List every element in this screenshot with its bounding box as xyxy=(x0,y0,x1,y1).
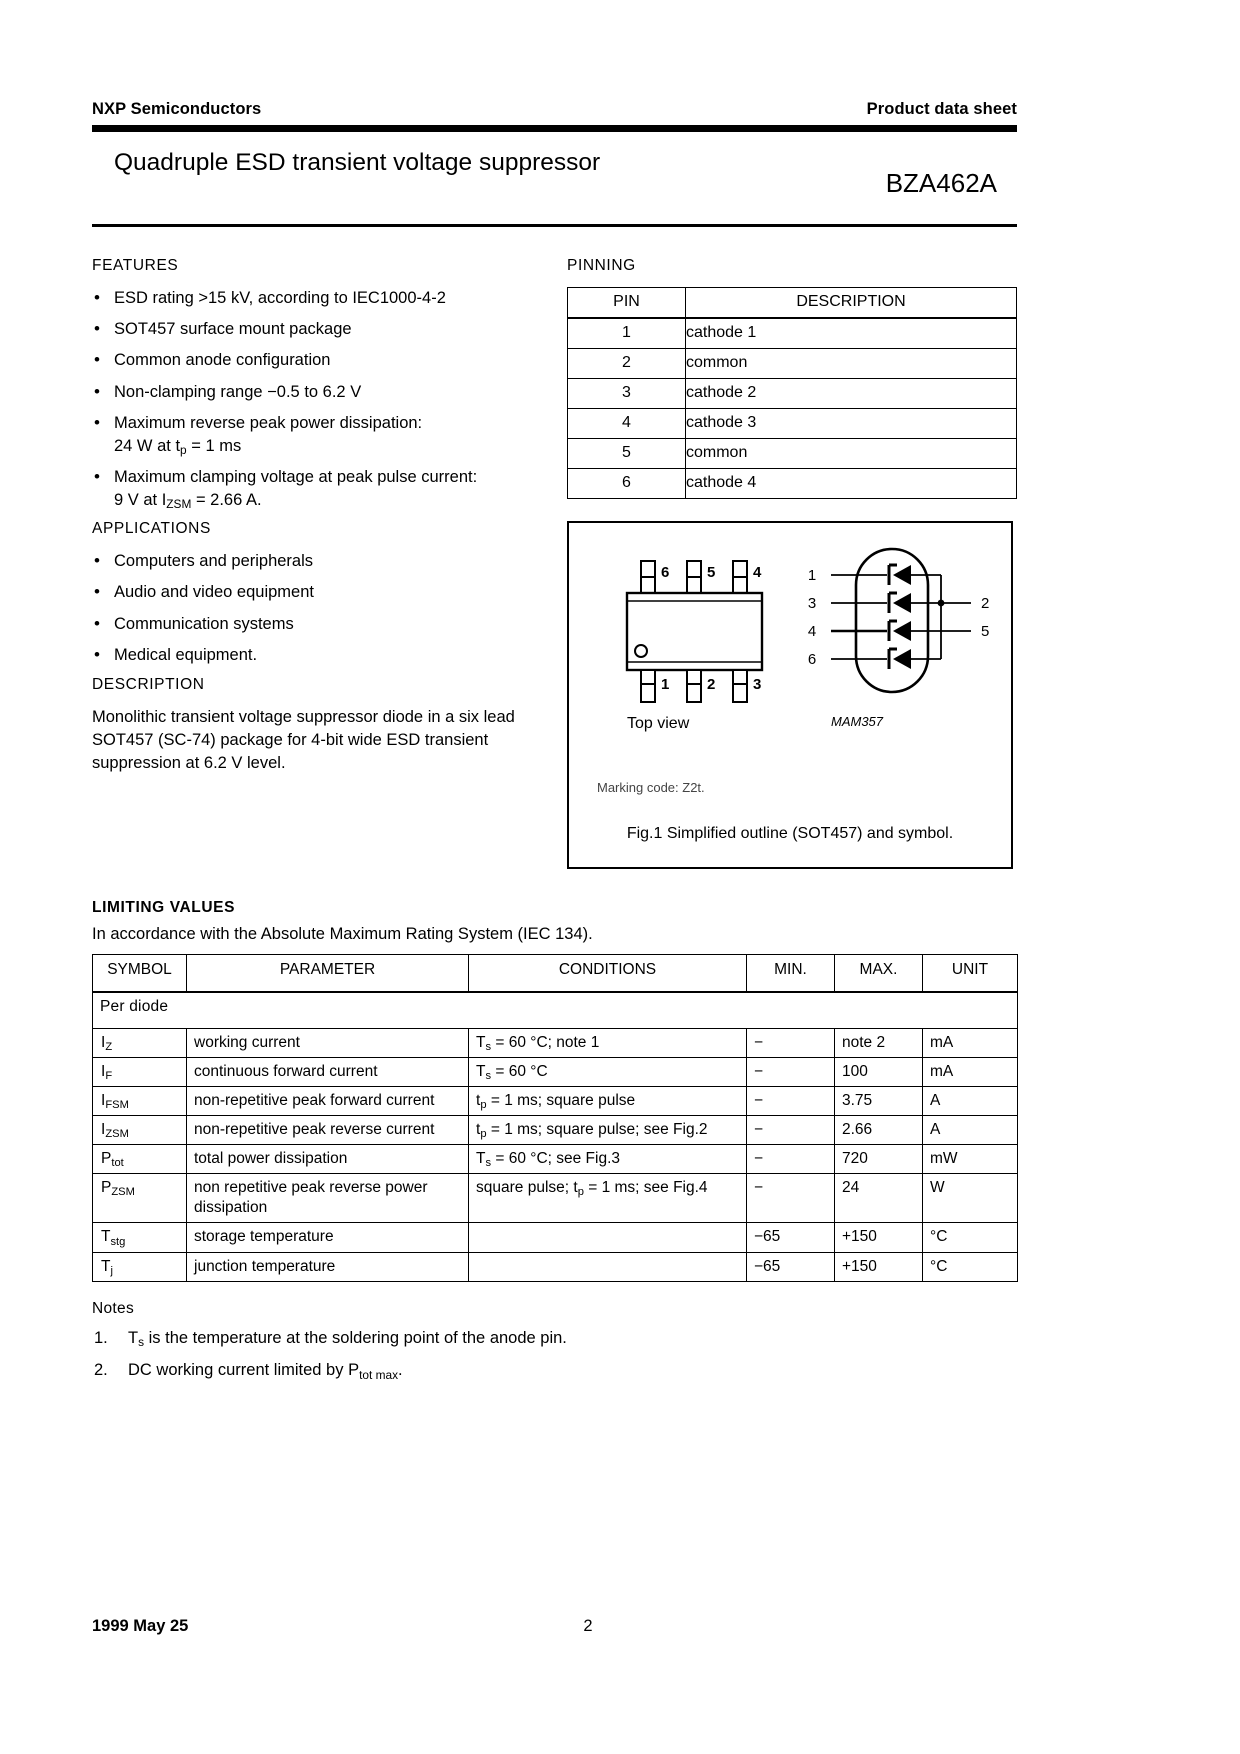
pin-label-6: 6 xyxy=(661,563,670,581)
description-heading: DESCRIPTION xyxy=(92,675,205,693)
pin-number: 2 xyxy=(568,348,686,378)
cond-post: = 60 °C xyxy=(491,1062,548,1080)
row-conditions xyxy=(469,1145,747,1174)
group-label: Per diode xyxy=(93,992,1018,1029)
symbol-base: I xyxy=(101,1091,106,1109)
list-item: • Computers and peripherals xyxy=(92,550,567,572)
feature-line-1: Maximum reverse peak power dissipation: xyxy=(114,414,423,433)
cond-subscript: s xyxy=(485,1157,492,1170)
column-header-min: MIN. xyxy=(747,954,835,992)
document-type: Product data sheet xyxy=(866,100,1017,118)
row-parameter: continuous forward current xyxy=(187,1057,469,1086)
symbol-left-leads xyxy=(831,575,887,659)
cond-post: = 60 °C; see Fig.3 xyxy=(491,1150,621,1168)
row-parameter: non-repetitive peak reverse current xyxy=(187,1115,469,1144)
header-rule-thick xyxy=(92,125,1017,132)
cond-pre: T xyxy=(476,1033,486,1051)
symbol-pin-label-6: 6 xyxy=(807,650,817,668)
pinning-heading: PINNING xyxy=(567,256,636,274)
row-max: +150 xyxy=(835,1252,923,1281)
table-row xyxy=(93,1028,1018,1057)
column-header-symbol: SYMBOL xyxy=(93,954,187,992)
row-conditions xyxy=(469,1057,747,1086)
row-max: 2.66 xyxy=(835,1115,923,1144)
applications-heading: APPLICATIONS xyxy=(92,520,211,537)
pin-description: cathode 3 xyxy=(686,408,1017,438)
applications-list xyxy=(92,550,567,667)
row-parameter: storage temperature xyxy=(187,1223,469,1252)
row-max: 3.75 xyxy=(835,1086,923,1115)
cond-subscript: p xyxy=(480,1128,487,1141)
page-footer xyxy=(92,1617,1148,1636)
pin-1-marker-dot xyxy=(635,645,647,657)
list-item xyxy=(92,466,567,511)
footer-date: 1999 May 25 xyxy=(92,1617,189,1635)
title-row xyxy=(92,146,1017,218)
list-item: • Communication systems xyxy=(92,613,567,635)
pin-number: 5 xyxy=(568,438,686,468)
pin-number: 4 xyxy=(568,408,686,438)
symbol-subscript: ZSM xyxy=(105,1128,129,1141)
table-row xyxy=(93,1252,1018,1281)
pin-number: 6 xyxy=(568,468,686,498)
table-row xyxy=(93,1223,1018,1252)
left-column xyxy=(92,257,567,869)
note-number: 2. xyxy=(94,1361,108,1380)
row-symbol xyxy=(93,1028,187,1057)
row-min: − xyxy=(747,1086,835,1115)
package-body xyxy=(627,593,762,670)
table-row xyxy=(568,408,1017,438)
pin-label-3: 3 xyxy=(753,675,762,693)
row-symbol xyxy=(93,1223,187,1252)
feature-line-2-post: = 2.66 A. xyxy=(191,490,262,509)
symbol-pin-labels xyxy=(808,567,990,668)
cond-subscript: p xyxy=(577,1186,584,1199)
note-post: . xyxy=(398,1361,403,1380)
row-parameter: total power dissipation xyxy=(187,1145,469,1174)
limiting-values-table xyxy=(92,954,1018,1282)
symbol-pin-label-5: 5 xyxy=(981,622,990,640)
symbol-base: I xyxy=(101,1033,106,1051)
feature-line-2-pre: 24 W at t xyxy=(114,436,181,455)
list-item: • Non-clamping range −0.5 to 6.2 V xyxy=(92,381,567,403)
row-parameter: non repetitive peak reverse power dissipation xyxy=(187,1174,469,1223)
note-pre: T xyxy=(128,1328,139,1347)
row-min: −65 xyxy=(747,1252,835,1281)
page-title: Quadruple ESD transient voltage suppressor xyxy=(114,149,601,176)
features-list xyxy=(92,287,567,512)
cond-post: = 1 ms; square pulse; see Fig.2 xyxy=(486,1120,708,1138)
limiting-values-heading: LIMITING VALUES xyxy=(92,898,236,916)
row-conditions xyxy=(469,1252,747,1281)
table-row xyxy=(568,318,1017,349)
row-conditions xyxy=(469,1223,747,1252)
cond-pre: t xyxy=(476,1091,481,1109)
row-unit: mA xyxy=(923,1057,1018,1086)
cond-pre: t xyxy=(476,1120,481,1138)
figure-1-graphic xyxy=(569,523,1011,753)
pin-number: 1 xyxy=(568,318,686,349)
symbol-base: P xyxy=(101,1150,112,1168)
row-parameter: non-repetitive peak forward current xyxy=(187,1086,469,1115)
pin-label-2: 2 xyxy=(707,675,716,693)
symbol-base: T xyxy=(101,1257,111,1275)
limiting-values-subheading: In accordance with the Absolute Maximum Rating System (IEC 134). xyxy=(92,924,593,943)
symbol-subscript: Z xyxy=(105,1040,113,1053)
list-item: • Medical equipment. xyxy=(92,644,567,666)
feature-line-2-pre: 9 V at I xyxy=(114,490,167,509)
symbol-base: T xyxy=(101,1228,111,1246)
table-row xyxy=(568,438,1017,468)
limiting-values-section xyxy=(92,899,1017,1282)
row-unit: mA xyxy=(923,1028,1018,1057)
table-row xyxy=(93,1174,1018,1223)
pin-label-5: 5 xyxy=(707,563,716,581)
symbol-pin-label-2: 2 xyxy=(981,594,990,612)
list-item: • Common anode configuration xyxy=(92,349,567,371)
list-item: • SOT457 surface mount package xyxy=(92,318,567,340)
row-max: 24 xyxy=(835,1174,923,1223)
notes-heading: Notes xyxy=(92,1299,134,1317)
footer-page-number: 2 xyxy=(583,1617,593,1635)
pin-description: cathode 2 xyxy=(686,378,1017,408)
note-subscript: tot max xyxy=(359,1367,399,1382)
table-group-row xyxy=(93,992,1018,1029)
marking-code: Marking code: Z2t. xyxy=(597,779,705,795)
pin-description: cathode 4 xyxy=(686,468,1017,498)
row-unit: °C xyxy=(923,1252,1018,1281)
row-unit: A xyxy=(923,1115,1018,1144)
cond-subscript: p xyxy=(480,1098,487,1111)
symbol-subscript: F xyxy=(105,1069,113,1082)
description-text: Monolithic transient voltage suppressor diode in a six lead SOT457 (SC-74) package for 4-bit wide ESD transient suppression at 6.2 V level. xyxy=(92,707,515,772)
column-header-max: MAX. xyxy=(835,954,923,992)
row-unit: mW xyxy=(923,1145,1018,1174)
table-row xyxy=(93,1145,1018,1174)
row-parameter: working current xyxy=(187,1028,469,1057)
row-min: − xyxy=(747,1174,835,1223)
pin-label-1: 1 xyxy=(661,675,670,693)
row-min: − xyxy=(747,1028,835,1057)
list-item: • ESD rating >15 kV, according to IEC1000-4-2 xyxy=(92,287,567,309)
column-header-parameter: PARAMETER xyxy=(187,954,469,992)
cond-subscript: s xyxy=(485,1040,492,1053)
notes-list xyxy=(92,1328,1017,1382)
page-header xyxy=(92,100,1017,119)
pin-description: common xyxy=(686,438,1017,468)
symbol-subscript: FSM xyxy=(105,1098,129,1111)
cond-post: = 1 ms; square pulse xyxy=(486,1091,636,1109)
cond-pre: T xyxy=(476,1062,486,1080)
symbol-base: I xyxy=(101,1062,106,1080)
part-number: BZA462A xyxy=(885,168,997,198)
row-symbol xyxy=(93,1057,187,1086)
column-header-conditions: CONDITIONS xyxy=(469,954,747,992)
row-conditions xyxy=(469,1115,747,1144)
symbol-pin-label-3: 3 xyxy=(807,594,817,612)
pin-description: common xyxy=(686,348,1017,378)
table-row xyxy=(568,378,1017,408)
cond-pre: square pulse; t xyxy=(476,1179,578,1197)
feature-line-2-post: = 1 ms xyxy=(186,436,242,455)
column-header-unit: UNIT xyxy=(923,954,1018,992)
symbol-subscript: tot xyxy=(111,1157,124,1170)
cond-subscript: s xyxy=(485,1069,492,1082)
top-view-label: Top view xyxy=(627,714,690,732)
pin-number: 3 xyxy=(568,378,686,408)
column-header-pin: PIN xyxy=(568,287,686,318)
column-header-description: DESCRIPTION xyxy=(686,287,1017,318)
package-top-leads xyxy=(641,561,747,593)
symbol-subscript: j xyxy=(110,1264,113,1277)
table-row xyxy=(568,468,1017,498)
figure-1-box xyxy=(567,521,1013,869)
symbol-base: I xyxy=(101,1120,106,1138)
note-pre: DC working current limited by P xyxy=(128,1361,360,1380)
row-max: 720 xyxy=(835,1145,923,1174)
right-column xyxy=(567,257,1017,869)
row-parameter: junction temperature xyxy=(187,1252,469,1281)
row-symbol xyxy=(93,1252,187,1281)
package-bottom-leads xyxy=(641,670,747,702)
company-name: NXP Semiconductors xyxy=(92,100,262,118)
cond-pre: T xyxy=(476,1150,486,1168)
table-row xyxy=(93,1115,1018,1144)
row-unit: A xyxy=(923,1086,1018,1115)
row-symbol xyxy=(93,1115,187,1144)
row-max: 100 xyxy=(835,1057,923,1086)
row-symbol xyxy=(93,1174,187,1223)
notes-section xyxy=(92,1300,1017,1382)
symbol-subscript: stg xyxy=(110,1235,126,1248)
row-conditions xyxy=(469,1028,747,1057)
symbol-base: P xyxy=(101,1179,112,1197)
cond-post: = 1 ms; see Fig.4 xyxy=(583,1179,708,1197)
note-post: is the temperature at the soldering point of the anode pin. xyxy=(144,1328,567,1347)
pinning-table xyxy=(567,287,1017,499)
row-unit: W xyxy=(923,1174,1018,1223)
list-item xyxy=(92,412,567,457)
row-min: −65 xyxy=(747,1223,835,1252)
symbol-diodes xyxy=(889,565,941,669)
feature-subscript: ZSM xyxy=(166,496,192,511)
row-min: − xyxy=(747,1115,835,1144)
symbol-subscript: ZSM xyxy=(111,1186,135,1199)
row-min: − xyxy=(747,1145,835,1174)
row-min: − xyxy=(747,1057,835,1086)
pin-description: cathode 1 xyxy=(686,318,1017,349)
row-symbol xyxy=(93,1145,187,1174)
table-row xyxy=(93,1086,1018,1115)
cond-post: = 60 °C; note 1 xyxy=(491,1033,600,1051)
list-item xyxy=(92,1328,1017,1349)
figure-code: MAM357 xyxy=(831,713,884,729)
list-item xyxy=(92,1360,1017,1381)
page-content xyxy=(92,100,1017,1393)
feature-line-1: Maximum clamping voltage at peak pulse current: xyxy=(114,468,478,487)
table-row xyxy=(568,348,1017,378)
pin-label-4: 4 xyxy=(753,563,762,581)
row-max: +150 xyxy=(835,1223,923,1252)
row-conditions xyxy=(469,1086,747,1115)
table-header-row xyxy=(568,287,1017,318)
body-columns xyxy=(92,257,1017,869)
row-conditions xyxy=(469,1174,747,1223)
table-header-row xyxy=(93,954,1018,992)
header-rule-thin xyxy=(92,224,1017,227)
list-item: • Audio and video equipment xyxy=(92,581,567,603)
symbol-pin-label-4: 4 xyxy=(807,622,817,640)
note-number: 1. xyxy=(94,1328,108,1347)
row-unit: °C xyxy=(923,1223,1018,1252)
figure-caption: Fig.1 Simplified outline (SOT457) and symbol. xyxy=(626,824,954,842)
feature-subscript: p xyxy=(180,443,187,457)
row-symbol xyxy=(93,1086,187,1115)
note-subscript: s xyxy=(138,1335,145,1350)
row-max: note 2 xyxy=(835,1028,923,1057)
features-heading: FEATURES xyxy=(92,256,179,274)
symbol-pin-label-1: 1 xyxy=(807,566,817,584)
table-row xyxy=(93,1057,1018,1086)
